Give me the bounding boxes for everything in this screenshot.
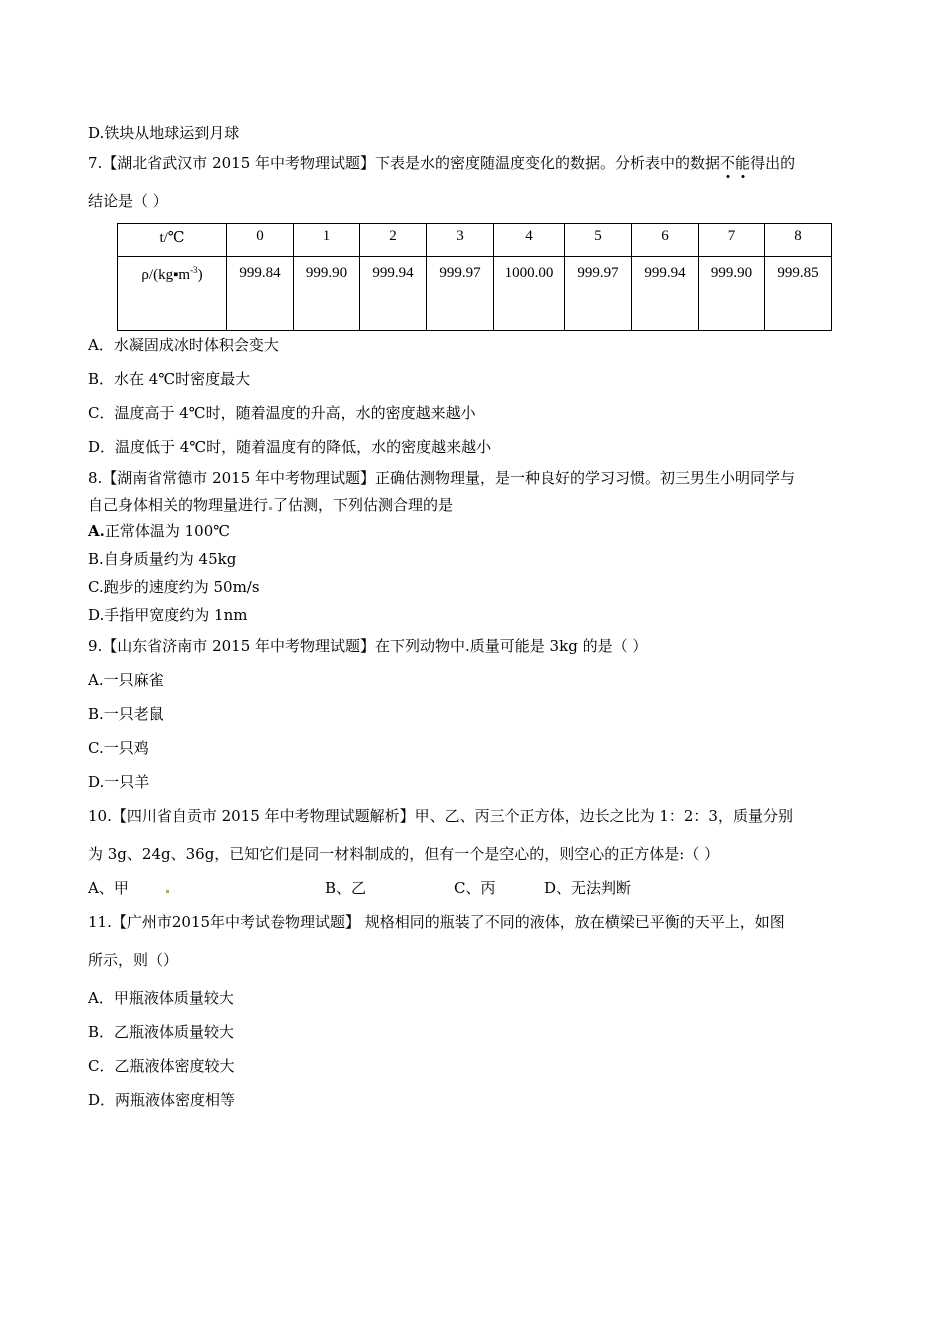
q9-option-c: C.一只鸡	[88, 739, 149, 757]
q8-option-a	[88, 521, 230, 541]
q7-stem-line1	[88, 153, 795, 173]
q8-stem-line2	[88, 495, 453, 515]
q11-stem-line2: 所示，则（）	[88, 951, 179, 969]
table-cell-density: 999.97	[565, 257, 632, 331]
q11-option-b: B．乙瓶液体质量较大	[88, 1023, 235, 1041]
table-cell-density: 1000.00	[494, 257, 565, 331]
table-cell-density: 999.94	[632, 257, 699, 331]
table-cell-density: 999.94	[360, 257, 427, 331]
q8-option-d: D.手指甲宽度约为 1nm	[88, 606, 248, 624]
q11-option-d: D．两瓶液体密度相等	[88, 1091, 236, 1109]
speck-mark	[269, 507, 272, 510]
table-cell-temp: 7	[699, 224, 765, 257]
q9-option-a: A.一只麻雀	[88, 671, 164, 689]
q10-stem-line1-end: 三个正方体，边长之比为 1：2：3，质量分别	[489, 807, 793, 825]
q9-option-b: B.一只老鼠	[88, 705, 164, 723]
q9-option-d: D.一只羊	[88, 773, 150, 791]
q10-stem-line1-start: 10.【四川省自贡市 2015 年中考物理试题解析】甲、乙、丙	[88, 807, 490, 825]
q10-option-d: D、无法判断	[544, 879, 632, 897]
q8-option-b: B.自身质量约为 45kg	[88, 550, 237, 568]
table-cell-temp: 4	[494, 224, 565, 257]
q9-stem: 9.【山东省济南市 2015 年中考物理试题】在下列动物中.质量可能是 3kg 的是（ ）	[88, 637, 648, 655]
q10-stem-line2: 为 3g、24g、36g，已知它们是同一材料制成的，但有一个是空心的，则空心的正方体是:（ ）	[88, 845, 720, 863]
q10-option-a: A、甲	[88, 879, 129, 897]
q8-stem-line2-end: 了估测，下列估测合理的是	[273, 496, 454, 514]
table-cell-density: 999.85	[765, 257, 832, 331]
q7-emphasis-neng: 能	[735, 154, 751, 172]
table-cell-temp: 6	[632, 224, 699, 257]
table-cell-temp: 2	[360, 224, 427, 257]
speck-mark	[166, 890, 169, 893]
density-table	[117, 223, 832, 331]
table-cell-temp: 8	[765, 224, 832, 257]
table-cell-temp: 5	[565, 224, 632, 257]
q8-option-a-label: A.	[88, 522, 105, 540]
q8-stem-line1: 8.【湖南省常德市 2015 年中考物理试题】正确估测物理量，是一种良好的学习习惯。初三男生小明同学与	[88, 469, 796, 487]
table-cell-density: 999.90	[699, 257, 765, 331]
q6-option-d: D.铁块从地球运到月球	[88, 124, 240, 142]
q8-stem-line2-start: 自己身体相关的物理量进行	[88, 496, 269, 514]
table-cell-temp: 3	[427, 224, 494, 257]
density-unit-label: ρ/(kg▪m	[141, 267, 191, 283]
table-row-temperature	[118, 224, 832, 257]
table-cell-temp: 0	[227, 224, 294, 257]
table-header-density	[118, 257, 227, 331]
q7-emphasis-bu: 不	[720, 154, 736, 172]
q7-stem-tail: 得出的	[750, 154, 796, 172]
q11-stem-line1: 11.【广州市2015年中考试卷物理试题】 规格相同的瓶装了不同的液体，放在横梁已平衡的天平上，如图	[88, 913, 785, 931]
table-cell-density: 999.90	[294, 257, 360, 331]
table-row-density	[118, 257, 832, 331]
table-cell-density: 999.84	[227, 257, 294, 331]
table-cell-density: 999.97	[427, 257, 494, 331]
q7-option-b: B．水在 4℃时密度最大	[88, 370, 251, 388]
table-cell-temp: 1	[294, 224, 360, 257]
q10-option-b: B、乙	[325, 879, 367, 897]
q7-stem-line2: 结论是（ ）	[88, 192, 168, 210]
q7-option-c: C．温度高于 4℃时，随着温度的升高，水的密度越来越小	[88, 404, 476, 422]
q11-option-c: C．乙瓶液体密度较大	[88, 1057, 235, 1075]
q8-option-c: C.跑步的速度约为 50m/s	[88, 578, 260, 596]
density-unit-exponent: -3	[190, 265, 198, 275]
q7-option-d: D．温度低于 4℃时，随着温度有的降低，水的密度越来越小	[88, 438, 492, 456]
q8-option-a-text: 正常体温为 100℃	[104, 522, 231, 540]
density-unit-close: )	[197, 267, 203, 283]
q7-stem-text: 7.【湖北省武汉市 2015 年中考物理试题】下表是水的密度随温度变化的数据。分析表中的数据	[88, 154, 721, 172]
q10-option-c: C、丙	[454, 879, 496, 897]
q10-stem-line1	[88, 806, 793, 826]
q11-option-a: A．甲瓶液体质量较大	[88, 989, 234, 1007]
table-header-temperature: t/℃	[118, 224, 227, 257]
q7-option-a: A．水凝固成冰时体积会变大	[88, 336, 279, 354]
